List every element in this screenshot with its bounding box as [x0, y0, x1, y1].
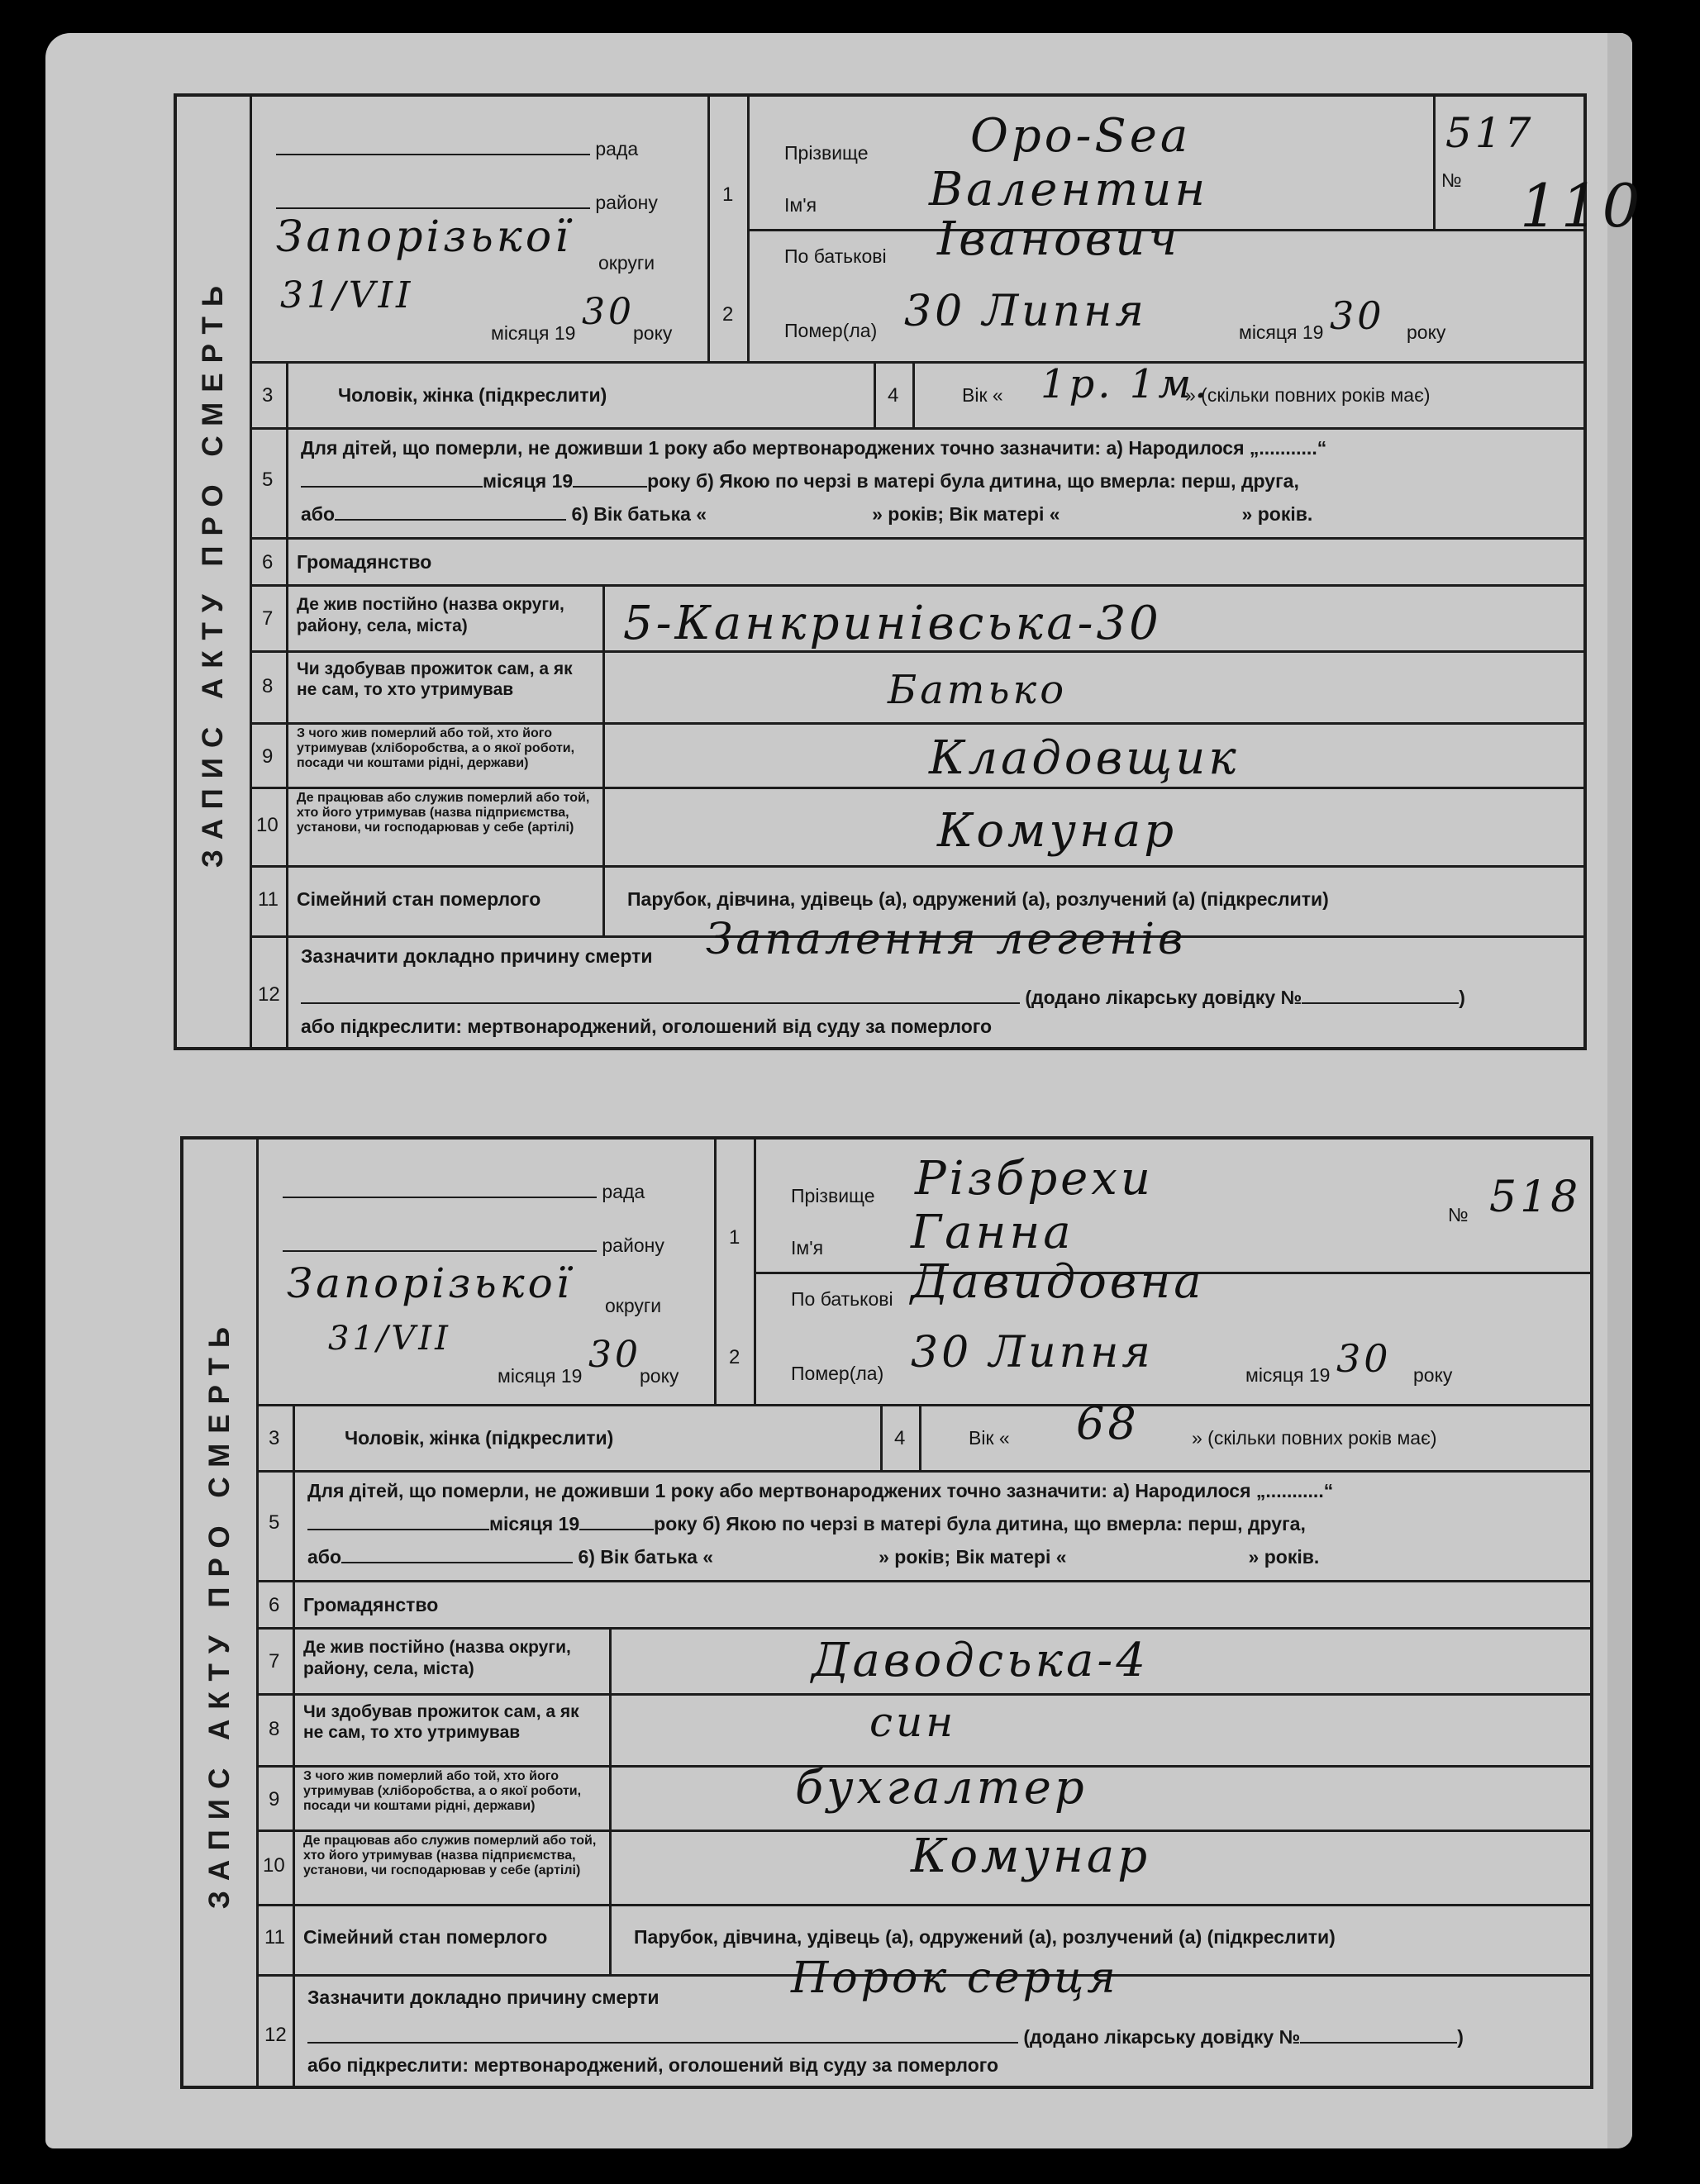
row-num-3: 3 — [269, 1427, 280, 1449]
sex-label: Чоловік, жінка (підкреслити) — [338, 384, 607, 406]
record-number: 517 — [1445, 109, 1535, 157]
residence-label: Де жив постійно (назва округи, району, села, міста) — [303, 1638, 571, 1678]
row-num-11: 11 — [258, 888, 279, 911]
row-num-2: 2 — [722, 303, 734, 326]
death-record-form-1 — [174, 93, 1644, 1050]
citizenship-label: Громадянство — [303, 1594, 439, 1615]
row-num-4: 4 — [894, 1427, 906, 1449]
age-label: Вік « — [962, 384, 1003, 406]
row-num-7: 7 — [262, 607, 274, 630]
livelihood-label: З чого жив померлий або той, хто його утримував (хліборобства, а о якої роботи, посади чи коштами рідні, держави) — [297, 726, 575, 770]
registration-month-label: місяця 19 — [498, 1365, 583, 1387]
row-num-1: 1 — [729, 1226, 740, 1249]
marital-label: Сімейний стан померлого — [303, 1926, 548, 1948]
certificate-line: (додано лікарську довідку № ) — [307, 2026, 1464, 2048]
children-line-1: Для дітей, що померли, не доживши 1 року або мертвонароджених точно зазначити: а) Народилося „...........“ — [301, 437, 1327, 459]
cause-value: Порок серця — [791, 1953, 1119, 2003]
death-month-label: місяця 19 — [1245, 1364, 1331, 1386]
death-label: Помер(ла) — [791, 1363, 884, 1384]
death-month-label: місяця 19 — [1239, 321, 1324, 343]
side-title: ЗАПИС АКТУ ПРО СМЕРТЬ — [203, 1316, 236, 1909]
patronymic-value: Іванович — [937, 212, 1181, 266]
children-line-1: Для дітей, що померли, не доживши 1 року або мертвонароджених точно зазначити: а) Народилося „...........“ — [307, 1480, 1334, 1501]
patronymic-label: По батькові — [791, 1288, 893, 1310]
rada-line: рада — [283, 1181, 645, 1203]
residence-label: Де жив постійно (назва округи, району, села, міста) — [297, 595, 564, 635]
number-sign: № — [1441, 169, 1462, 191]
row-num-11: 11 — [264, 1926, 285, 1948]
residence-value: 5-Канкринівська-30 — [623, 597, 1162, 650]
support-value: Батько — [888, 667, 1068, 713]
support-label: Чи здобував прожиток сам, а як не сам, то хто утримував — [297, 659, 573, 699]
death-label: Помер(ла) — [784, 320, 878, 341]
name-value: Валентин — [929, 163, 1209, 216]
row-num-12: 12 — [264, 2024, 287, 2046]
death-day-value: 30 Липня — [904, 287, 1147, 336]
citizenship-label: Громадянство — [297, 551, 432, 573]
row-num-4: 4 — [888, 384, 899, 407]
death-year-value: 30 — [1330, 293, 1385, 338]
okruha-label: округи — [598, 252, 655, 274]
livelihood-value: бухгалтер — [795, 1761, 1088, 1815]
name-label: Ім'я — [791, 1237, 824, 1259]
number-sign: № — [1448, 1204, 1469, 1225]
residence-value: Даводська-4 — [812, 1634, 1149, 1687]
children-line-2: місяця 19 року б) Якою по черзі в матері була дитина, що вмерла: перш, друга, — [301, 470, 1299, 492]
surname-value: Різбрехи — [915, 1152, 1154, 1206]
row-num-2: 2 — [729, 1346, 740, 1368]
row-num-9: 9 — [262, 745, 274, 768]
patronymic-value: Давидовна — [911, 1255, 1205, 1309]
row-num-1: 1 — [722, 183, 734, 206]
workplace-label: Де працював або служив померлий або той, хто його утримував (назва підприємства, установи, чи господарював у себе (артілі) — [303, 1834, 597, 1877]
surname-value: Оро-Sea — [970, 109, 1192, 163]
row-num-7: 7 — [269, 1650, 280, 1672]
age-suffix: » (скільки повних років має) — [1185, 384, 1431, 406]
stillborn-line: або підкреслити: мертвонароджений, оголошений від суду за померлого — [307, 2054, 999, 2076]
row-num-10: 10 — [263, 1854, 285, 1877]
okruha-label: округи — [605, 1295, 662, 1316]
age-suffix: » (скільки повних років має) — [1192, 1427, 1437, 1449]
surname-label: Прізвище — [784, 142, 869, 164]
age-label: Вік « — [969, 1427, 1010, 1449]
side-title-block — [177, 97, 252, 1047]
age-value: 1р. 1м. — [1040, 361, 1211, 407]
side-title-block — [183, 1140, 259, 2086]
support-value: син — [869, 1698, 957, 1746]
children-line-3: або 6) Вік батька « » років; Вік матері « » років. — [301, 503, 1313, 525]
sex-label: Чоловік, жінка (підкреслити) — [345, 1427, 614, 1449]
workplace-value: Комунар — [911, 1830, 1151, 1883]
death-day-value: 30 Липня — [911, 1328, 1154, 1377]
cause-label: Зазначити докладно причину смерти — [301, 945, 653, 967]
children-line-2: місяця 19 року б) Якою по черзі в матері була дитина, що вмерла: перш, друга, — [307, 1513, 1306, 1535]
row-num-12: 12 — [258, 983, 280, 1006]
workplace-value: Комунар — [937, 804, 1178, 858]
certificate-line: (додано лікарську довідку № ) — [301, 987, 1465, 1009]
marital-options: Парубок, дівчина, удівець (а), одружений (а), розлучений (а) (підкреслити) — [634, 1926, 1336, 1948]
record-number: 518 — [1489, 1173, 1582, 1222]
livelihood-label: З чого жив померлий або той, хто його утримував (хліборобства, а о якої роботи, посади чи коштами рідні, держави) — [303, 1769, 582, 1813]
row-num-3: 3 — [262, 384, 274, 407]
registration-roku-label: року — [640, 1365, 679, 1387]
okruha-value: Запорізької — [276, 212, 572, 262]
stillborn-line: або підкреслити: мертвонароджений, оголошений від суду за померлого — [301, 1016, 993, 1037]
name-label: Ім'я — [784, 194, 817, 216]
registration-date: 31/VII — [328, 1320, 451, 1358]
registration-year: 30 — [588, 1334, 641, 1376]
livelihood-value: Кладовщик — [929, 731, 1240, 785]
patronymic-label: По батькові — [784, 245, 887, 267]
row-num-6: 6 — [262, 551, 274, 573]
support-label: Чи здобував прожиток сам, а як не сам, то хто утримував — [303, 1702, 579, 1742]
raion-line: району — [276, 192, 658, 214]
registration-date: 31/VII — [280, 274, 414, 316]
row-num-5: 5 — [269, 1511, 280, 1534]
raion-line: району — [283, 1235, 664, 1257]
row-num-5: 5 — [262, 469, 274, 491]
corner-mark: 110 — [1520, 171, 1644, 240]
death-year-value: 30 — [1336, 1336, 1392, 1381]
death-roku-label: року — [1407, 321, 1446, 343]
registration-month-label: місяця 19 — [491, 322, 576, 344]
name-value: Ганна — [911, 1206, 1074, 1259]
okruha-value: Запорізької — [287, 1259, 573, 1307]
death-record-form-2 — [180, 1136, 1593, 2089]
marital-label: Сімейний стан померлого — [297, 888, 541, 910]
cause-label: Зазначити докладно причину смерти — [307, 1987, 660, 2008]
death-roku-label: року — [1413, 1364, 1453, 1386]
cause-value: Запалення легенів — [706, 915, 1187, 964]
surname-label: Прізвище — [791, 1185, 875, 1206]
registration-roku-label: року — [633, 322, 673, 344]
marital-options: Парубок, дівчина, удівець (а), одружений (а), розлучений (а) (підкреслити) — [627, 888, 1329, 910]
row-num-9: 9 — [269, 1788, 280, 1810]
rada-line: рада — [276, 138, 638, 160]
page-edge — [1607, 33, 1632, 2148]
workplace-label: Де працював або служив померлий або той, хто його утримував (назва підприємства, установи, чи господарював у себе (артілі) — [297, 791, 590, 835]
row-num-8: 8 — [262, 675, 274, 697]
side-title: ЗАПИС АКТУ ПРО СМЕРТЬ — [197, 275, 229, 868]
row-num-8: 8 — [269, 1718, 280, 1740]
children-line-3: або 6) Вік батька « » років; Вік матері « » років. — [307, 1546, 1320, 1568]
row-num-6: 6 — [269, 1594, 280, 1616]
registration-year: 30 — [582, 291, 635, 333]
age-value: 68 — [1076, 1397, 1140, 1449]
row-num-10: 10 — [256, 814, 279, 836]
